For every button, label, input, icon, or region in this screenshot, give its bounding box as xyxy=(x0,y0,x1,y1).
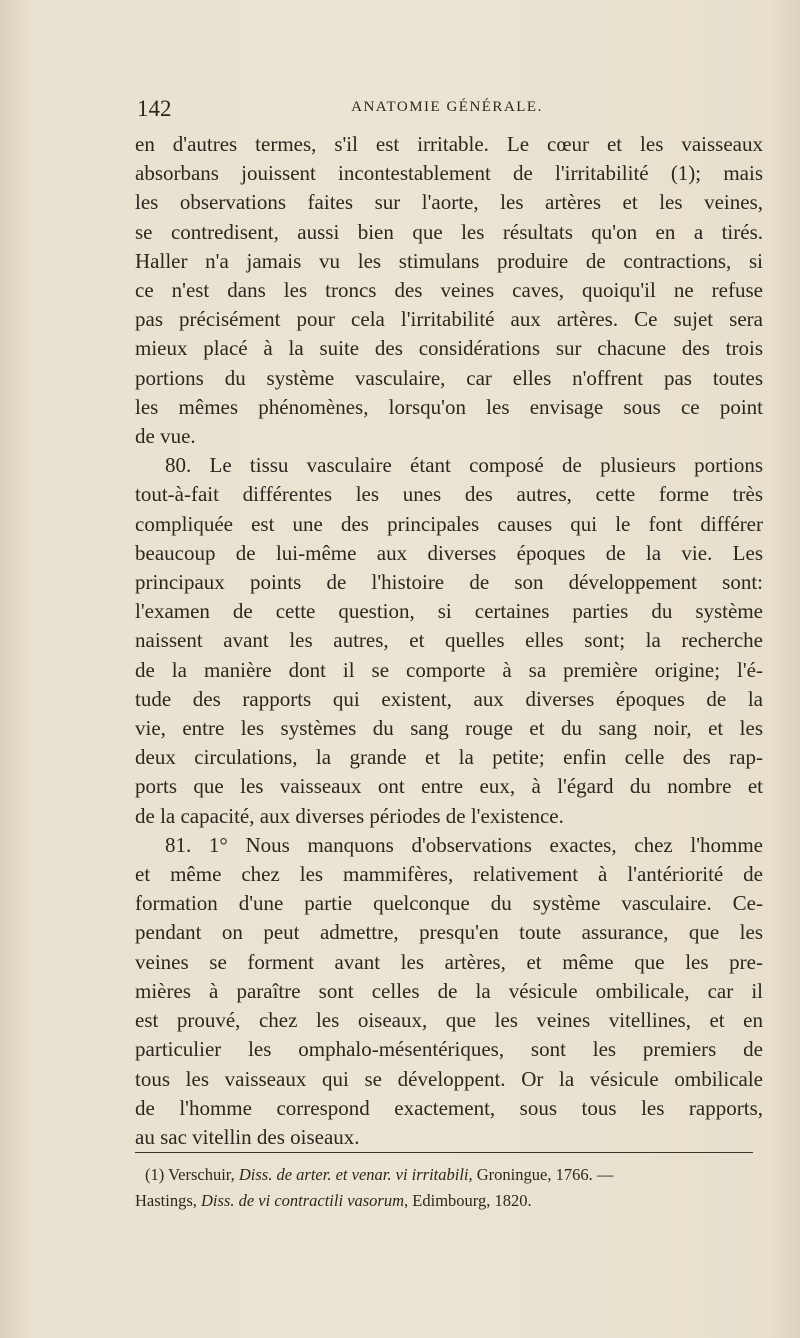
text-line: mieux placé à la suite des considérations sur chacune des trois xyxy=(135,336,763,361)
text-line: tous les vaisseaux qui se développent. Or la vésicule ombilicale xyxy=(135,1066,763,1091)
page-header xyxy=(137,96,757,120)
text-line: au sac vitellin des oiseaux. xyxy=(135,1124,360,1149)
text-line: ce n'est dans les troncs des veines caves, quoiqu'il ne refuse xyxy=(135,278,763,303)
page-number: 142 xyxy=(137,96,172,121)
footnote-author: Hastings, xyxy=(135,1191,201,1210)
footnote-place: Groningue, 1766. — xyxy=(472,1165,614,1184)
text-line: de vue. xyxy=(135,424,196,449)
text-line: en d'autres termes, s'il est irritable. Le cœur et les vaisseaux xyxy=(135,132,763,156)
footnote-author: (1) Verschuir, xyxy=(145,1165,239,1184)
text-line: et même chez les mammifères, relativement à l'antériorité de xyxy=(135,862,763,887)
footnote-rule xyxy=(135,1152,753,1153)
text-line: Haller n'a jamais vu les stimulans produire de contractions, si xyxy=(135,248,763,273)
text-line: beaucoup de lui-même aux diverses époques de la vie. Les xyxy=(135,540,763,565)
text-line: formation d'une partie quelconque du système vasculaire. Ce- xyxy=(135,891,763,916)
text-line: pendant on peut admettre, presqu'en toute assurance, que les xyxy=(135,920,763,945)
text-line: l'examen de cette question, si certaines parties du système xyxy=(135,599,763,624)
footnote-line xyxy=(135,1162,763,1188)
text-line: portions du système vasculaire, car elles n'offrent pas toutes xyxy=(135,365,763,390)
text-line: particulier les omphalo-mésentériques, sont les premiers de xyxy=(135,1037,763,1062)
footnotes xyxy=(135,1162,763,1214)
text-line: ports que les vaisseaux ont entre eux, à l'égard du nombre et xyxy=(135,774,763,799)
text-line: principaux points de l'histoire de son développement sont: xyxy=(135,570,763,595)
text-line: les mêmes phénomènes, lorsqu'on les envisage sous ce point xyxy=(135,394,763,419)
text-line: les observations faites sur l'aorte, les artères et les veines, xyxy=(135,190,763,215)
footnote-line xyxy=(135,1188,763,1214)
footnote-title: Diss. de arter. et venar. vi irritabili, xyxy=(238,1165,473,1184)
text-line: de l'homme correspond exactement, sous tous les rapports, xyxy=(135,1095,763,1120)
running-title: ANATOMIE GÉNÉRALE. xyxy=(351,99,543,115)
text-line: se contredisent, aussi bien que les résultats qu'on en a tirés. xyxy=(135,219,763,244)
text-line: est prouvé, chez les oiseaux, que les veines vitellines, et en xyxy=(135,1008,763,1033)
text-line: deux circulations, la grande et la petite; enfin celle des rap- xyxy=(135,745,763,770)
text-line: compliquée est une des principales causes qui le font différer xyxy=(135,511,763,536)
text-line: absorbans jouissent incontestablement de l'irritabilité (1); mais xyxy=(135,161,763,186)
text-line: de la capacité, aux diverses périodes de l'existence. xyxy=(135,803,564,828)
paragraph-80-start: 80. Le tissu vasculaire étant composé de plusieurs portions xyxy=(165,453,763,478)
footnote-title: Diss. de vi contractili vasorum xyxy=(201,1191,405,1210)
body-text xyxy=(135,130,763,1152)
text-line: tude des rapports qui existent, aux diverses époques de la xyxy=(135,686,763,711)
text-line: veines se forment avant les artères, et même que les pre- xyxy=(135,949,763,974)
text-line: vie, entre les systèmes du sang rouge et du sang noir, et les xyxy=(135,716,763,741)
text-line: pas précisément pour cela l'irritabilité aux artères. Ce sujet sera xyxy=(135,307,763,332)
paragraph-81-start: 81. 1° Nous manquons d'observations exactes, chez l'homme xyxy=(165,832,763,857)
text-line: naissent avant les autres, et quelles elles sont; la recherche xyxy=(135,628,763,653)
text-line: tout-à-fait différentes les unes des autres, cette forme très xyxy=(135,482,763,507)
text-line: mières à paraître sont celles de la vésicule ombilicale, car il xyxy=(135,978,763,1003)
text-line: de la manière dont il se comporte à sa première origine; l'é- xyxy=(135,657,763,682)
footnote-place: , Edimbourg, 1820. xyxy=(404,1191,532,1210)
